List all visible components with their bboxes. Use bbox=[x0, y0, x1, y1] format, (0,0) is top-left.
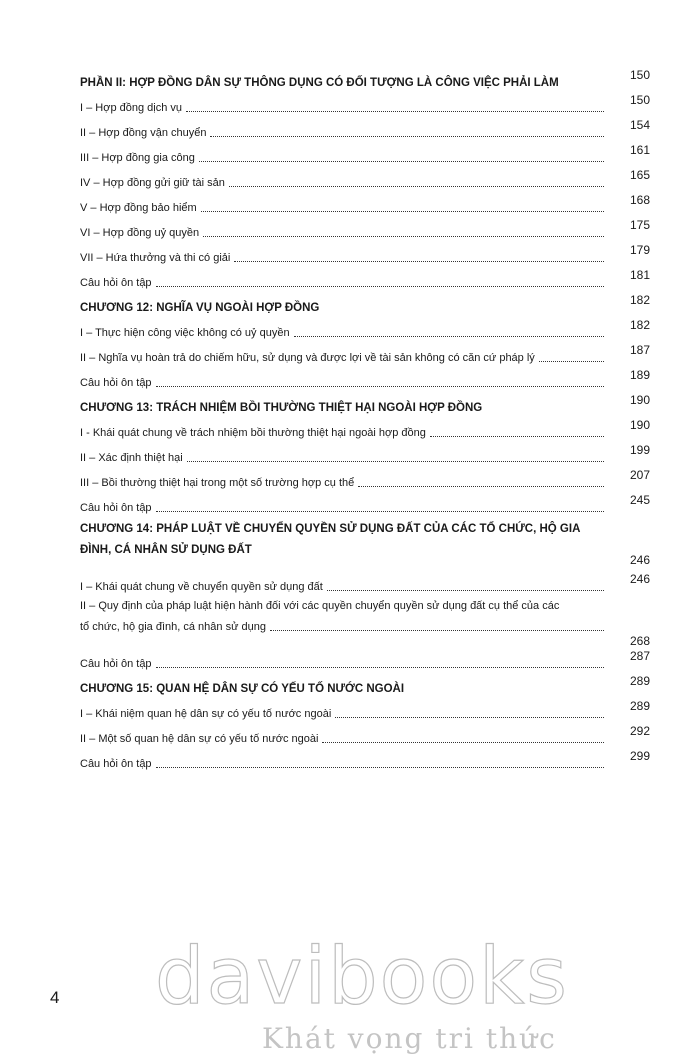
dot-leader bbox=[335, 717, 604, 718]
toc-entry bbox=[80, 595, 650, 647]
toc-entry-title: I – Khái quát chung về chuyển quyền sử dụng đất bbox=[80, 581, 323, 593]
toc-entry bbox=[80, 416, 650, 441]
dot-leader bbox=[322, 742, 604, 743]
toc-entry bbox=[80, 166, 650, 191]
toc-heading-title: CHƯƠNG 15: QUAN HỆ DÂN SỰ CÓ YẾU TỐ NƯỚC NGOÀI bbox=[80, 683, 405, 695]
toc-page-number: 245 bbox=[629, 493, 650, 507]
dot-leader bbox=[270, 630, 604, 631]
toc-entry-title: VI – Hợp đồng uỷ quyền bbox=[80, 227, 200, 239]
toc-entry-title: VII – Hứa thưởng và thi có giải bbox=[80, 252, 231, 264]
dot-leader bbox=[187, 461, 604, 462]
toc-entry-title: II – Xác định thiệt hại bbox=[80, 452, 183, 464]
toc-page-number: 246 bbox=[629, 572, 650, 586]
toc-heading-title-line1: CHƯƠNG 14: PHÁP LUẬT VỀ CHUYỂN QUYỀN SỬ DỤNG ĐẤT CỦA CÁC TỔ CHỨC, HỘ GIA bbox=[80, 523, 581, 535]
toc-heading-title: CHƯƠNG 13: TRÁCH NHIỆM BỒI THƯỜNG THIỆT HẠI NGOÀI HỢP ĐỒNG bbox=[80, 402, 483, 414]
toc-page-number: 187 bbox=[629, 343, 650, 357]
toc-page-number: 182 bbox=[629, 293, 650, 307]
toc-entry bbox=[80, 141, 650, 166]
dot-leader bbox=[203, 236, 604, 237]
toc-entry bbox=[80, 116, 650, 141]
toc-entry-title: Câu hỏi ôn tập bbox=[80, 758, 152, 770]
toc-entry-title: Câu hỏi ôn tập bbox=[80, 658, 152, 670]
toc-entry bbox=[80, 366, 650, 391]
dot-leader bbox=[156, 667, 604, 668]
dot-leader bbox=[199, 161, 604, 162]
toc-page-number: 161 bbox=[629, 143, 650, 157]
dot-leader bbox=[186, 111, 604, 112]
toc-entry-title: IV – Hợp đồng gửi giữ tài sản bbox=[80, 177, 225, 189]
dot-leader bbox=[234, 261, 604, 262]
toc-page-number: 175 bbox=[629, 218, 650, 232]
toc-page-number: 287 bbox=[629, 649, 650, 663]
toc-entry bbox=[80, 91, 650, 116]
toc-page-number: 289 bbox=[629, 699, 650, 713]
toc-heading-chapter-13 bbox=[80, 391, 650, 416]
dot-leader bbox=[156, 286, 604, 287]
toc-entry-title: III – Bồi thường thiệt hại trong một số trường hợp cụ thể bbox=[80, 477, 355, 489]
toc-page-number: 154 bbox=[629, 118, 650, 132]
dot-leader bbox=[156, 386, 604, 387]
toc-page-number: 292 bbox=[629, 724, 650, 738]
watermark-slogan: Khát vọng tri thức bbox=[262, 1022, 557, 1055]
toc-entry-title: I - Khái quát chung về trách nhiệm bồi thường thiệt hại ngoài hợp đồng bbox=[80, 427, 426, 439]
toc-entry-title: II – Nghĩa vụ hoàn trả do chiếm hữu, sử dụng và được lợi về tài sản không có căn cứ pháp lý bbox=[80, 352, 535, 364]
toc-entry bbox=[80, 722, 650, 747]
watermark-brand: davibooks bbox=[155, 932, 569, 1022]
toc-entry-title: I – Hợp đồng dịch vụ bbox=[80, 102, 182, 114]
toc-entry bbox=[80, 647, 650, 672]
toc-entry-title: Câu hỏi ôn tập bbox=[80, 502, 152, 514]
toc-page-number: 289 bbox=[629, 674, 650, 688]
toc-entry-title: II – Hợp đồng vận chuyển bbox=[80, 127, 207, 139]
toc-page-number: 181 bbox=[629, 268, 650, 282]
toc-page-number: 268 bbox=[629, 634, 650, 648]
toc-page-number: 199 bbox=[629, 443, 650, 457]
toc-page-number: 190 bbox=[629, 418, 650, 432]
toc-page-number: 165 bbox=[629, 168, 650, 182]
toc-page-number: 150 bbox=[629, 68, 650, 82]
dot-leader bbox=[156, 511, 604, 512]
toc-heading-chapter-14 bbox=[80, 516, 650, 570]
toc-entry-title: Câu hỏi ôn tập bbox=[80, 277, 152, 289]
toc-entry bbox=[80, 491, 650, 516]
toc-page-number: 189 bbox=[629, 368, 650, 382]
toc-entry bbox=[80, 570, 650, 595]
toc-entry-title: I – Khái niệm quan hệ dân sự có yếu tố nước ngoài bbox=[80, 708, 332, 720]
toc-entry bbox=[80, 241, 650, 266]
dot-leader bbox=[210, 136, 604, 137]
toc-entry bbox=[80, 441, 650, 466]
toc-heading-title-line2: ĐÌNH, CÁ NHÂN SỬ DỤNG ĐẤT bbox=[80, 544, 252, 556]
toc-page-number: 207 bbox=[629, 468, 650, 482]
toc-entry-title: Câu hỏi ôn tập bbox=[80, 377, 152, 389]
dot-leader bbox=[539, 361, 604, 362]
toc-entry bbox=[80, 697, 650, 722]
toc-heading-title: CHƯƠNG 12: NGHĨA VỤ NGOÀI HỢP ĐỒNG bbox=[80, 302, 320, 314]
toc-page-number: 150 bbox=[629, 93, 650, 107]
dot-leader bbox=[358, 486, 604, 487]
toc-entry-title-line1: II – Quy định của pháp luật hiện hành đối với các quyền chuyển quyền sử dụng đất cụ thể của các bbox=[80, 600, 560, 612]
toc-page-number: 168 bbox=[629, 193, 650, 207]
toc-heading-chapter-15 bbox=[80, 672, 650, 697]
toc-entry bbox=[80, 191, 650, 216]
dot-leader bbox=[294, 336, 604, 337]
dot-leader bbox=[229, 186, 604, 187]
toc-heading-chapter-12 bbox=[80, 291, 650, 316]
toc-heading-part2 bbox=[80, 66, 650, 91]
toc-entry bbox=[80, 316, 650, 341]
toc-entry bbox=[80, 466, 650, 491]
dot-leader bbox=[156, 767, 604, 768]
toc-heading-title: PHẦN II: HỢP ĐỒNG DÂN SỰ THÔNG DỤNG CÓ ĐỐI TƯỢNG LÀ CÔNG VIỆC PHẢI LÀM bbox=[80, 77, 559, 89]
toc-page-number: 182 bbox=[629, 318, 650, 332]
toc-entry-title: II – Một số quan hệ dân sự có yếu tố nước ngoài bbox=[80, 733, 319, 745]
toc-entry-title: III – Hợp đồng gia công bbox=[80, 152, 195, 164]
toc-entry-title-line2: tổ chức, hộ gia đình, cá nhân sử dụng bbox=[80, 621, 266, 633]
toc-entry-title: V – Hợp đồng bảo hiểm bbox=[80, 202, 197, 214]
toc-entry-title: I – Thực hiện công việc không có uỷ quyền bbox=[80, 327, 290, 339]
toc-entry bbox=[80, 341, 650, 366]
dot-leader bbox=[430, 436, 604, 437]
dot-leader bbox=[327, 590, 604, 591]
toc-page-number: 299 bbox=[629, 749, 650, 763]
toc-page-number: 190 bbox=[629, 393, 650, 407]
toc-entry bbox=[80, 266, 650, 291]
table-of-contents bbox=[80, 66, 650, 772]
page-number: 4 bbox=[50, 988, 60, 1007]
toc-page-number: 246 bbox=[629, 553, 650, 567]
toc-entry bbox=[80, 747, 650, 772]
toc-entry bbox=[80, 216, 650, 241]
toc-page-number: 179 bbox=[629, 243, 650, 257]
dot-leader bbox=[201, 211, 604, 212]
